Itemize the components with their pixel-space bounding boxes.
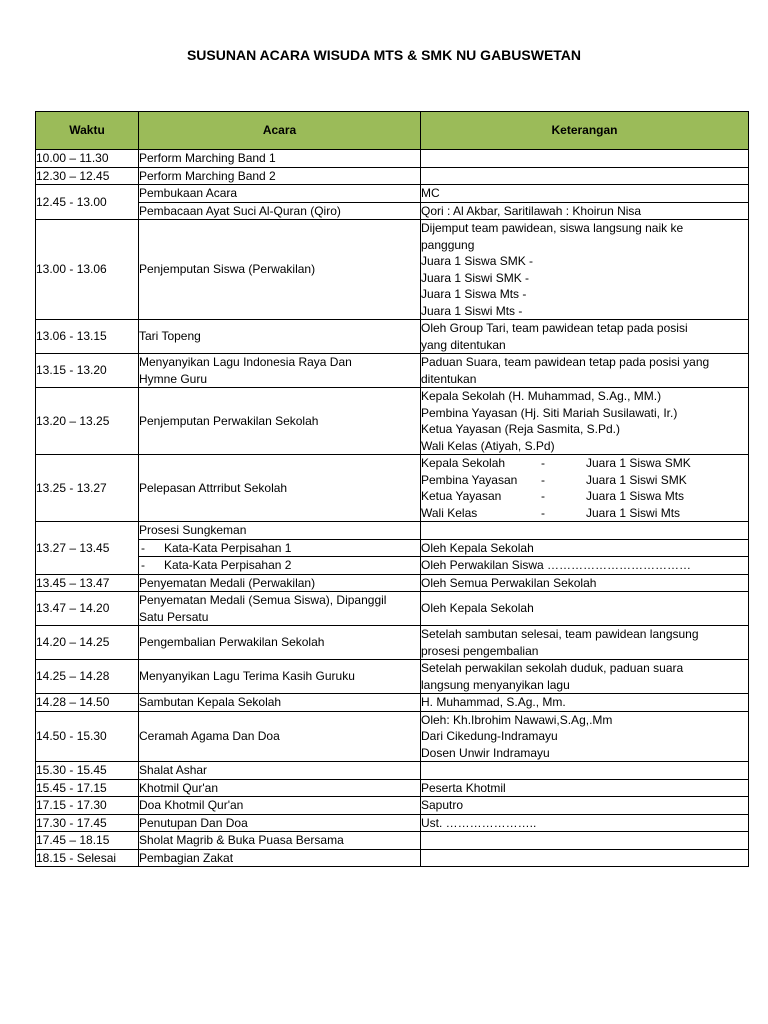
time-slot-text: 15.45 - 17.15 <box>36 780 107 795</box>
agenda-cell <box>139 849 421 867</box>
schedule-row <box>36 832 749 850</box>
header-row <box>36 112 749 150</box>
agenda-text: Pembagian Zakat <box>139 850 234 865</box>
time-cell <box>36 832 139 850</box>
schedule-row <box>36 167 749 185</box>
schedule-row <box>36 557 749 575</box>
note-text: Juara 1 Siswi SMK - <box>421 270 530 285</box>
time-slot-text: 12.45 - 13.00 <box>36 194 107 209</box>
time-slot-text: 17.15 - 17.30 <box>36 798 107 812</box>
time-cell <box>36 694 139 712</box>
time-cell <box>36 455 139 522</box>
schedule-row <box>36 388 749 455</box>
agenda-text: Penyematan Medali (Perwakilan) <box>139 575 316 590</box>
note-text: Saputro <box>421 798 464 812</box>
note-text: langsung menyanyikan lagu <box>421 677 570 692</box>
note-text: Oleh Kepala Sekolah <box>421 540 534 555</box>
agenda-text: Penutupan Dan Doa <box>139 815 248 830</box>
time-slot-text: 10.00 – 11.30 <box>36 151 109 165</box>
note-text: Qori : Al Akbar, Saritilawah : Khoirun Nisa <box>421 203 642 218</box>
note-cell <box>421 574 749 592</box>
note-role: Kepala Sekolah <box>421 456 506 470</box>
note-text: Peserta Khotmil <box>421 780 506 795</box>
header-keterangan: Keterangan <box>421 112 749 150</box>
time-cell <box>36 762 139 780</box>
time-cell <box>36 167 139 185</box>
note-role: Ketua Yayasan <box>421 489 502 503</box>
note-text: Dari Cikedung-Indramayu <box>421 729 558 743</box>
note-cell <box>421 814 749 832</box>
agenda-cell <box>139 202 421 220</box>
schedule-row <box>36 626 749 660</box>
time-cell <box>36 220 139 320</box>
agenda-text: Pembacaan Ayat Suci Al-Quran (Qiro) <box>139 203 341 218</box>
agenda-cell <box>139 779 421 797</box>
schedule-table <box>35 111 749 867</box>
note-text: Juara 1 Siswi Mts - <box>421 303 523 318</box>
note-pair-row <box>421 505 748 522</box>
schedule-row <box>36 849 749 867</box>
schedule-row <box>36 814 749 832</box>
agenda-text: Penjemputan Perwakilan Sekolah <box>139 413 319 428</box>
note-text: panggung <box>421 237 475 252</box>
note-cell <box>421 797 749 815</box>
agenda-cell <box>139 455 421 522</box>
note-cell <box>421 779 749 797</box>
note-text: Oleh Kepala Sekolah <box>421 601 534 616</box>
agenda-text: Pembukaan Acara <box>139 186 238 200</box>
note-cell <box>421 762 749 780</box>
agenda-cell <box>139 220 421 320</box>
note-cell <box>421 185 749 203</box>
note-text: Setelah perwakilan sekolah duduk, paduan suara <box>421 661 684 675</box>
agenda-cell <box>139 592 421 626</box>
note-cell <box>421 522 749 540</box>
note-text: Oleh Semua Perwakilan Sekolah <box>421 575 597 590</box>
note-cell <box>421 455 749 522</box>
time-slot-text: 14.25 – 14.28 <box>36 669 110 684</box>
time-slot-text: 14.20 – 14.25 <box>36 635 110 650</box>
schedule-row <box>36 660 749 694</box>
schedule-row <box>36 592 749 626</box>
agenda-text: Penjemputan Siswa (Perwakilan) <box>139 262 316 277</box>
note-text: Paduan Suara, team pawidean tetap pada posisi yang <box>421 355 710 369</box>
time-cell <box>36 849 139 867</box>
schedule-row <box>36 150 749 168</box>
header-acara: Acara <box>139 112 421 150</box>
agenda-cell <box>139 150 421 168</box>
time-slot-text: 17.45 – 18.15 <box>36 833 110 847</box>
agenda-cell <box>139 354 421 388</box>
agenda-cell <box>139 797 421 815</box>
note-recipient: Juara 1 Siswi SMK <box>586 472 687 487</box>
note-text: Dijemput team pawidean, siswa langsung naik ke <box>421 221 684 235</box>
note-text: Dosen Unwir Indramayu <box>421 745 550 760</box>
note-cell <box>421 167 749 185</box>
note-text: H. Muhammad, S.Ag., Mm. <box>421 695 566 709</box>
note-cell <box>421 539 749 557</box>
agenda-subitem-text: Kata-Kata Perpisahan 2 <box>164 558 292 572</box>
note-text: Juara 1 Siswa Mts - <box>421 287 527 301</box>
time-slot-text: 13.25 - 13.27 <box>36 480 107 495</box>
time-slot-text: 13.27 – 13.45 <box>36 540 110 555</box>
note-cell <box>421 150 749 168</box>
time-cell <box>36 354 139 388</box>
agenda-cell <box>139 694 421 712</box>
time-slot-text: 13.45 – 13.47 <box>36 575 110 590</box>
note-text: MC <box>421 186 440 200</box>
time-cell <box>36 150 139 168</box>
note-recipient: Juara 1 Siswa SMK <box>586 456 691 470</box>
note-cell <box>421 626 749 660</box>
time-slot-text: 13.06 - 13.15 <box>36 329 107 344</box>
agenda-cell <box>139 522 421 540</box>
bullet-dash: - <box>141 540 145 555</box>
schedule-row <box>36 539 749 557</box>
time-slot-text: 12.30 – 12.45 <box>36 168 110 183</box>
time-slot-text: 13.00 - 13.06 <box>36 262 107 277</box>
time-cell <box>36 711 139 762</box>
agenda-text: Shalat Ashar <box>139 763 208 777</box>
note-dash: - <box>541 489 545 503</box>
note-text: Pembina Yayasan (Hj. Siti Mariah Susilawati, Ir.) <box>421 405 678 420</box>
agenda-cell <box>139 626 421 660</box>
note-pair-row <box>421 488 748 505</box>
time-cell <box>36 388 139 455</box>
agenda-text: Ceramah Agama Dan Doa <box>139 729 280 743</box>
schedule-row <box>36 797 749 815</box>
agenda-cell <box>139 832 421 850</box>
time-slot-text: 15.30 - 15.45 <box>36 763 107 777</box>
schedule-row <box>36 522 749 540</box>
bullet-dash: - <box>141 558 145 572</box>
note-dash: - <box>541 505 545 520</box>
agenda-text: Perform Marching Band 1 <box>139 151 276 165</box>
note-recipient: Juara 1 Siswi Mts <box>586 505 681 520</box>
agenda-text: Prosesi Sungkeman <box>139 523 247 537</box>
header-waktu: Waktu <box>36 112 139 150</box>
agenda-text: Menyanyikan Lagu Terima Kasih Guruku <box>139 669 355 684</box>
note-cell <box>421 592 749 626</box>
schedule-row <box>36 762 749 780</box>
schedule-row <box>36 354 749 388</box>
note-text: Kepala Sekolah (H. Muhammad, S.Ag., MM.) <box>421 389 662 403</box>
time-cell <box>36 797 139 815</box>
agenda-cell <box>139 320 421 354</box>
schedule-row <box>36 694 749 712</box>
schedule-row <box>36 220 749 320</box>
time-cell <box>36 660 139 694</box>
note-cell <box>421 849 749 867</box>
schedule-row <box>36 455 749 522</box>
note-role: Pembina Yayasan <box>421 472 518 487</box>
agenda-text: Pengembalian Perwakilan Sekolah <box>139 635 325 650</box>
note-text: Ust. ………………….. <box>421 815 537 830</box>
agenda-cell <box>139 167 421 185</box>
note-cell <box>421 220 749 320</box>
agenda-text: Sholat Magrib & Buka Puasa Bersama <box>139 833 344 847</box>
agenda-cell <box>139 539 421 557</box>
agenda-text: Sambutan Kepala Sekolah <box>139 695 282 709</box>
document-title: SUSUNAN ACARA WISUDA MTS & SMK NU GABUSWETAN <box>186 47 582 63</box>
schedule-row <box>36 574 749 592</box>
time-slot-text: 17.30 - 17.45 <box>36 815 107 830</box>
schedule-row <box>36 202 749 220</box>
agenda-cell <box>139 388 421 455</box>
note-text: Setelah sambutan selesai, team pawidean langsung <box>421 627 699 641</box>
agenda-subitem-text: Kata-Kata Perpisahan 1 <box>164 540 292 555</box>
note-text: Oleh: Kh.Ibrohim Nawawi,S.Ag,.Mm <box>421 712 613 727</box>
note-recipient: Juara 1 Siswa Mts <box>586 489 685 503</box>
schedule-row <box>36 320 749 354</box>
table-body <box>36 150 749 867</box>
agenda-text: Menyanyikan Lagu Indonesia Raya Dan <box>139 355 352 369</box>
note-dash: - <box>541 456 545 470</box>
note-text: Oleh Perwakilan Siswa ……………………………… <box>421 558 692 572</box>
note-text: Oleh Group Tari, team pawidean tetap pada posisi <box>421 321 688 335</box>
time-slot-text: 14.50 - 15.30 <box>36 729 107 743</box>
time-slot-text: 13.15 - 13.20 <box>36 363 107 378</box>
note-text: Juara 1 Siswa SMK - <box>421 254 534 268</box>
note-text: yang ditentukan <box>421 337 506 352</box>
note-dash: - <box>541 472 545 487</box>
agenda-subitem <box>139 540 420 557</box>
agenda-text: Doa Khotmil Qur'an <box>139 798 244 812</box>
note-text: Wali Kelas (Atiyah, S.Pd) <box>421 438 555 453</box>
note-cell <box>421 711 749 762</box>
note-text: prosesi pengembalian <box>421 643 539 658</box>
agenda-text: Pelepasan Attrribut Sekolah <box>139 480 288 495</box>
agenda-text: Tari Topeng <box>139 329 201 344</box>
time-slot-text: 13.20 – 13.25 <box>36 413 110 428</box>
time-cell <box>36 814 139 832</box>
agenda-cell <box>139 711 421 762</box>
time-cell <box>36 592 139 626</box>
time-slot-text: 18.15 - Selesai <box>36 850 117 865</box>
schedule-row <box>36 185 749 203</box>
agenda-text: Penyematan Medali (Semua Siswa), Dipanggil <box>139 593 387 607</box>
note-pair-row <box>421 472 748 489</box>
agenda-cell <box>139 660 421 694</box>
agenda-cell <box>139 557 421 575</box>
time-cell <box>36 522 139 575</box>
time-cell <box>36 320 139 354</box>
agenda-text: Satu Persatu <box>139 609 209 624</box>
schedule-row <box>36 779 749 797</box>
table-header <box>36 112 749 150</box>
note-cell <box>421 694 749 712</box>
agenda-text: Hymne Guru <box>139 371 208 386</box>
schedule-row <box>36 711 749 762</box>
note-cell <box>421 832 749 850</box>
time-cell <box>36 626 139 660</box>
agenda-cell <box>139 814 421 832</box>
agenda-text: Khotmil Qur'an <box>139 780 218 795</box>
time-cell <box>36 185 139 220</box>
note-cell <box>421 354 749 388</box>
agenda-cell <box>139 762 421 780</box>
note-cell <box>421 388 749 455</box>
note-text: Ketua Yayasan (Reja Sasmita, S.Pd.) <box>421 422 620 436</box>
agenda-text: Perform Marching Band 2 <box>139 168 276 183</box>
note-pair-row <box>421 455 748 472</box>
note-role: Wali Kelas <box>421 505 478 520</box>
note-cell <box>421 320 749 354</box>
note-text: ditentukan <box>421 371 477 386</box>
time-cell <box>36 574 139 592</box>
agenda-cell <box>139 185 421 203</box>
agenda-cell <box>139 574 421 592</box>
note-cell <box>421 202 749 220</box>
note-cell <box>421 660 749 694</box>
note-cell <box>421 557 749 575</box>
agenda-subitem <box>139 557 420 574</box>
time-cell <box>36 779 139 797</box>
time-slot-text: 14.28 – 14.50 <box>36 695 110 709</box>
time-slot-text: 13.47 – 14.20 <box>36 601 110 616</box>
